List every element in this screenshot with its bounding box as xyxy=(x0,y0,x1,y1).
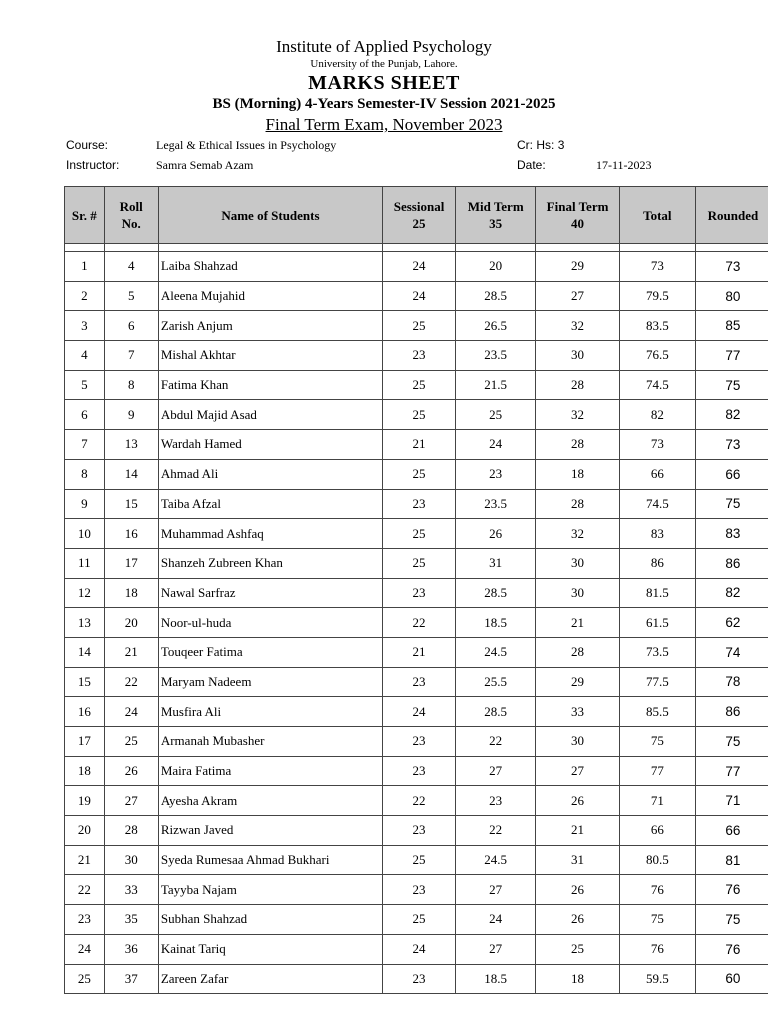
spacer-cell xyxy=(456,244,536,252)
cell-rounded: 81 xyxy=(695,845,768,875)
cell-final-term: 18 xyxy=(536,964,619,994)
table-row xyxy=(65,845,768,875)
cell-roll: 8 xyxy=(104,370,158,400)
cell-rounded: 75 xyxy=(695,727,768,757)
header-mid-term xyxy=(456,187,536,244)
cell-final-term: 30 xyxy=(536,578,619,608)
header-sessional-line1: Sessional xyxy=(393,199,445,214)
table-row xyxy=(65,786,768,816)
cell-rounded: 60 xyxy=(695,964,768,994)
cell-rounded: 73 xyxy=(695,430,768,460)
cell-mid-term: 20 xyxy=(456,252,536,282)
header-name: Name of Students xyxy=(158,187,382,244)
cell-total: 82 xyxy=(619,400,695,430)
cell-name: Zarish Anjum xyxy=(158,311,382,341)
cell-roll: 37 xyxy=(104,964,158,994)
table-row xyxy=(65,489,768,519)
cell-roll: 6 xyxy=(104,311,158,341)
cell-sessional: 25 xyxy=(383,400,456,430)
header-sr: Sr. # xyxy=(65,187,105,244)
cell-roll: 36 xyxy=(104,934,158,964)
cell-total: 83 xyxy=(619,519,695,549)
course-value: Legal & Ethical Issues in Psychology xyxy=(156,138,337,152)
header-final-term xyxy=(536,187,619,244)
cell-total: 79.5 xyxy=(619,281,695,311)
cell-total: 76.5 xyxy=(619,341,695,371)
cell-sessional: 25 xyxy=(383,905,456,935)
header-total: Total xyxy=(619,187,695,244)
cell-rounded: 86 xyxy=(695,697,768,727)
cell-rounded: 86 xyxy=(695,548,768,578)
cell-mid-term: 25 xyxy=(456,400,536,430)
table-row xyxy=(65,608,768,638)
table-row xyxy=(65,756,768,786)
cell-final-term: 30 xyxy=(536,341,619,371)
table-row xyxy=(65,370,768,400)
cell-name: Fatima Khan xyxy=(158,370,382,400)
cell-sr: 13 xyxy=(65,608,105,638)
cell-rounded: 71 xyxy=(695,786,768,816)
cell-sr: 24 xyxy=(65,934,105,964)
cell-mid-term: 26 xyxy=(456,519,536,549)
cell-rounded: 77 xyxy=(695,756,768,786)
cell-mid-term: 24 xyxy=(456,905,536,935)
cell-final-term: 26 xyxy=(536,786,619,816)
spacer-cell xyxy=(383,244,456,252)
cell-mid-term: 22 xyxy=(456,727,536,757)
header-sessional-line2: 25 xyxy=(412,216,426,231)
table-row xyxy=(65,459,768,489)
cell-mid-term: 27 xyxy=(456,756,536,786)
cell-roll: 24 xyxy=(104,697,158,727)
cell-name: Muhammad Ashfaq xyxy=(158,519,382,549)
cell-roll: 21 xyxy=(104,637,158,667)
header-spacer-row xyxy=(65,244,768,252)
cell-sessional: 23 xyxy=(383,667,456,697)
cell-sessional: 22 xyxy=(383,608,456,638)
cell-sessional: 23 xyxy=(383,875,456,905)
cell-sessional: 24 xyxy=(383,697,456,727)
cell-mid-term: 24.5 xyxy=(456,845,536,875)
cell-sr: 25 xyxy=(65,964,105,994)
cell-final-term: 29 xyxy=(536,667,619,697)
cell-name: Rizwan Javed xyxy=(158,816,382,846)
cell-sr: 9 xyxy=(65,489,105,519)
cell-sr: 10 xyxy=(65,519,105,549)
cell-total: 77 xyxy=(619,756,695,786)
cell-name: Abdul Majid Asad xyxy=(158,400,382,430)
cell-mid-term: 22 xyxy=(456,816,536,846)
header-final-line2: 40 xyxy=(571,216,585,231)
cell-final-term: 21 xyxy=(536,816,619,846)
institute-name: Institute of Applied Psychology xyxy=(276,37,492,56)
cell-rounded: 77 xyxy=(695,341,768,371)
cell-sr: 21 xyxy=(65,845,105,875)
cell-total: 83.5 xyxy=(619,311,695,341)
header-roll xyxy=(104,187,158,244)
cell-total: 76 xyxy=(619,934,695,964)
credit-hours xyxy=(517,138,564,152)
cell-final-term: 31 xyxy=(536,845,619,875)
cell-mid-term: 23.5 xyxy=(456,489,536,519)
cell-final-term: 27 xyxy=(536,281,619,311)
cell-total: 86 xyxy=(619,548,695,578)
table-row xyxy=(65,875,768,905)
cell-sessional: 24 xyxy=(383,281,456,311)
cell-total: 61.5 xyxy=(619,608,695,638)
cell-name: Maira Fatima xyxy=(158,756,382,786)
cell-rounded: 80 xyxy=(695,281,768,311)
table-row xyxy=(65,252,768,282)
cell-sessional: 21 xyxy=(383,637,456,667)
cell-final-term: 30 xyxy=(536,548,619,578)
cell-sessional: 25 xyxy=(383,845,456,875)
cell-final-term: 21 xyxy=(536,608,619,638)
cell-total: 80.5 xyxy=(619,845,695,875)
table-row xyxy=(65,697,768,727)
cell-mid-term: 18.5 xyxy=(456,964,536,994)
cell-name: Mishal Akhtar xyxy=(158,341,382,371)
table-row xyxy=(65,430,768,460)
table-row xyxy=(65,905,768,935)
cell-sr: 7 xyxy=(65,430,105,460)
cell-sessional: 24 xyxy=(383,252,456,282)
cell-sr: 1 xyxy=(65,252,105,282)
header-mid-line1: Mid Term xyxy=(467,199,524,214)
cell-rounded: 74 xyxy=(695,637,768,667)
spacer-cell xyxy=(619,244,695,252)
cell-total: 74.5 xyxy=(619,370,695,400)
cell-rounded: 82 xyxy=(695,400,768,430)
cell-sessional: 25 xyxy=(383,370,456,400)
table-row xyxy=(65,281,768,311)
cell-name: Taiba Afzal xyxy=(158,489,382,519)
spacer-cell xyxy=(536,244,619,252)
cell-sessional: 23 xyxy=(383,727,456,757)
cell-sessional: 23 xyxy=(383,964,456,994)
cell-roll: 27 xyxy=(104,786,158,816)
instructor-value: Samra Semab Azam xyxy=(156,158,254,172)
cell-rounded: 78 xyxy=(695,667,768,697)
cell-roll: 33 xyxy=(104,875,158,905)
cell-sr: 6 xyxy=(65,400,105,430)
cell-name: Musfira Ali xyxy=(158,697,382,727)
cell-rounded: 75 xyxy=(695,489,768,519)
cell-sr: 19 xyxy=(65,786,105,816)
cell-sr: 16 xyxy=(65,697,105,727)
cell-sessional: 23 xyxy=(383,341,456,371)
cell-name: Syeda Rumesaa Ahmad Bukhari xyxy=(158,845,382,875)
table-row xyxy=(65,934,768,964)
cell-sr: 18 xyxy=(65,756,105,786)
table-row xyxy=(65,667,768,697)
cell-mid-term: 24.5 xyxy=(456,637,536,667)
cell-final-term: 32 xyxy=(536,519,619,549)
instructor-label: Instructor: xyxy=(66,158,120,172)
cell-name: Aleena Mujahid xyxy=(158,281,382,311)
header-sessional xyxy=(383,187,456,244)
credit-hours-label: Cr: Hs: xyxy=(517,138,555,152)
spacer-cell xyxy=(104,244,158,252)
cell-mid-term: 27 xyxy=(456,875,536,905)
cell-total: 85.5 xyxy=(619,697,695,727)
cell-final-term: 28 xyxy=(536,370,619,400)
cell-final-term: 28 xyxy=(536,430,619,460)
cell-total: 73 xyxy=(619,252,695,282)
table-row xyxy=(65,400,768,430)
table-header-row xyxy=(65,187,768,244)
cell-name: Wardah Hamed xyxy=(158,430,382,460)
cell-rounded: 75 xyxy=(695,905,768,935)
cell-sr: 15 xyxy=(65,667,105,697)
cell-rounded: 85 xyxy=(695,311,768,341)
cell-name: Tayyba Najam xyxy=(158,875,382,905)
cell-roll: 17 xyxy=(104,548,158,578)
cell-total: 76 xyxy=(619,875,695,905)
cell-final-term: 25 xyxy=(536,934,619,964)
cell-sr: 5 xyxy=(65,370,105,400)
spacer-cell xyxy=(65,244,105,252)
cell-final-term: 32 xyxy=(536,400,619,430)
cell-roll: 5 xyxy=(104,281,158,311)
program-line: BS (Morning) 4-Years Semester-IV Session 2021-2025 xyxy=(212,96,556,112)
cell-total: 66 xyxy=(619,816,695,846)
spacer-cell xyxy=(695,244,768,252)
cell-rounded: 83 xyxy=(695,519,768,549)
date-label: Date: xyxy=(517,158,546,172)
table-row xyxy=(65,341,768,371)
cell-sessional: 23 xyxy=(383,578,456,608)
cell-name: Zareen Zafar xyxy=(158,964,382,994)
table-row xyxy=(65,311,768,341)
cell-roll: 15 xyxy=(104,489,158,519)
cell-name: Noor-ul-huda xyxy=(158,608,382,638)
cell-final-term: 33 xyxy=(536,697,619,727)
course-label: Course: xyxy=(66,138,109,152)
cell-mid-term: 28.5 xyxy=(456,697,536,727)
cell-mid-term: 25.5 xyxy=(456,667,536,697)
cell-roll: 14 xyxy=(104,459,158,489)
cell-roll: 35 xyxy=(104,905,158,935)
cell-name: Touqeer Fatima xyxy=(158,637,382,667)
cell-sr: 3 xyxy=(65,311,105,341)
cell-rounded: 73 xyxy=(695,252,768,282)
cell-final-term: 18 xyxy=(536,459,619,489)
cell-total: 74.5 xyxy=(619,489,695,519)
cell-name: Armanah Mubasher xyxy=(158,727,382,757)
cell-final-term: 32 xyxy=(536,311,619,341)
cell-name: Laiba Shahzad xyxy=(158,252,382,282)
cell-sr: 2 xyxy=(65,281,105,311)
cell-total: 75 xyxy=(619,727,695,757)
cell-sessional: 23 xyxy=(383,756,456,786)
cell-roll: 26 xyxy=(104,756,158,786)
cell-roll: 22 xyxy=(104,667,158,697)
table-row xyxy=(65,816,768,846)
cell-roll: 13 xyxy=(104,430,158,460)
cell-final-term: 28 xyxy=(536,489,619,519)
cell-roll: 30 xyxy=(104,845,158,875)
cell-sr: 8 xyxy=(65,459,105,489)
header-roll-line1: Roll xyxy=(119,199,143,214)
cell-rounded: 76 xyxy=(695,934,768,964)
cell-mid-term: 26.5 xyxy=(456,311,536,341)
cell-name: Ayesha Akram xyxy=(158,786,382,816)
cell-mid-term: 28.5 xyxy=(456,578,536,608)
header-rounded: Rounded xyxy=(695,187,768,244)
cell-roll: 28 xyxy=(104,816,158,846)
header-final-line1: Final Term xyxy=(546,199,609,214)
cell-roll: 7 xyxy=(104,341,158,371)
cell-roll: 18 xyxy=(104,578,158,608)
cell-final-term: 29 xyxy=(536,252,619,282)
page-title: MARKS SHEET xyxy=(308,72,460,94)
cell-name: Ahmad Ali xyxy=(158,459,382,489)
cell-mid-term: 21.5 xyxy=(456,370,536,400)
cell-total: 73 xyxy=(619,430,695,460)
cell-rounded: 75 xyxy=(695,370,768,400)
university-name: University of the Punjab, Lahore. xyxy=(310,58,458,70)
cell-total: 59.5 xyxy=(619,964,695,994)
cell-mid-term: 23 xyxy=(456,786,536,816)
cell-rounded: 76 xyxy=(695,875,768,905)
marks-table xyxy=(64,186,768,994)
cell-sr: 11 xyxy=(65,548,105,578)
cell-roll: 9 xyxy=(104,400,158,430)
cell-mid-term: 24 xyxy=(456,430,536,460)
exam-title xyxy=(0,115,768,135)
cell-total: 81.5 xyxy=(619,578,695,608)
cell-sessional: 23 xyxy=(383,489,456,519)
cell-name: Subhan Shahzad xyxy=(158,905,382,935)
cell-total: 66 xyxy=(619,459,695,489)
cell-sr: 17 xyxy=(65,727,105,757)
cell-name: Maryam Nadeem xyxy=(158,667,382,697)
cell-mid-term: 23.5 xyxy=(456,341,536,371)
cell-total: 75 xyxy=(619,905,695,935)
cell-final-term: 27 xyxy=(536,756,619,786)
date-value: 17-11-2023 xyxy=(596,158,652,172)
header-roll-line2: No. xyxy=(121,216,141,231)
exam-title-text: Final Term Exam, November 2023 xyxy=(265,115,503,134)
header-mid-line2: 35 xyxy=(489,216,503,231)
marks-table-body xyxy=(65,252,768,994)
cell-sessional: 24 xyxy=(383,934,456,964)
cell-sr: 14 xyxy=(65,637,105,667)
cell-sessional: 25 xyxy=(383,311,456,341)
cell-total: 73.5 xyxy=(619,637,695,667)
spacer-cell xyxy=(158,244,382,252)
cell-sessional: 25 xyxy=(383,519,456,549)
cell-sessional: 25 xyxy=(383,548,456,578)
cell-name: Nawal Sarfraz xyxy=(158,578,382,608)
table-row xyxy=(65,578,768,608)
cell-name: Shanzeh Zubreen Khan xyxy=(158,548,382,578)
cell-final-term: 28 xyxy=(536,637,619,667)
cell-rounded: 62 xyxy=(695,608,768,638)
cell-sr: 20 xyxy=(65,816,105,846)
cell-final-term: 26 xyxy=(536,875,619,905)
table-row xyxy=(65,964,768,994)
cell-rounded: 66 xyxy=(695,459,768,489)
credit-hours-value: 3 xyxy=(557,138,565,152)
cell-final-term: 26 xyxy=(536,905,619,935)
cell-sr: 4 xyxy=(65,341,105,371)
cell-rounded: 82 xyxy=(695,578,768,608)
cell-name: Kainat Tariq xyxy=(158,934,382,964)
cell-sessional: 25 xyxy=(383,459,456,489)
table-row xyxy=(65,548,768,578)
cell-sessional: 22 xyxy=(383,786,456,816)
cell-total: 77.5 xyxy=(619,667,695,697)
cell-final-term: 30 xyxy=(536,727,619,757)
cell-roll: 4 xyxy=(104,252,158,282)
cell-rounded: 66 xyxy=(695,816,768,846)
cell-sessional: 23 xyxy=(383,816,456,846)
cell-mid-term: 23 xyxy=(456,459,536,489)
cell-sessional: 21 xyxy=(383,430,456,460)
cell-sr: 23 xyxy=(65,905,105,935)
cell-mid-term: 27 xyxy=(456,934,536,964)
table-row xyxy=(65,637,768,667)
table-row xyxy=(65,519,768,549)
cell-roll: 16 xyxy=(104,519,158,549)
table-row xyxy=(65,727,768,757)
cell-roll: 25 xyxy=(104,727,158,757)
cell-mid-term: 18.5 xyxy=(456,608,536,638)
cell-sr: 12 xyxy=(65,578,105,608)
cell-sr: 22 xyxy=(65,875,105,905)
cell-total: 71 xyxy=(619,786,695,816)
cell-mid-term: 28.5 xyxy=(456,281,536,311)
cell-mid-term: 31 xyxy=(456,548,536,578)
cell-roll: 20 xyxy=(104,608,158,638)
